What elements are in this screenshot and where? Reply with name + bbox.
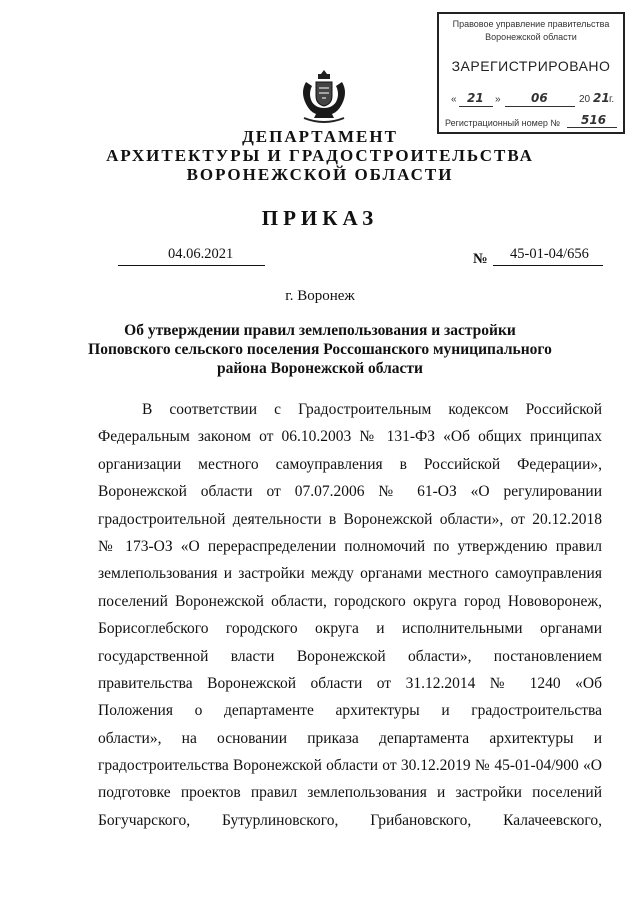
date-underline — [118, 265, 265, 266]
stamp-date-day: 21 — [467, 91, 484, 105]
body-line: области», на основании приказа департамента архитектуры и — [98, 729, 602, 747]
stamp-registered-label: ЗАРЕГИСТРИРОВАНО — [451, 58, 611, 74]
body-line: Положения о департаменте архитектуры и градостроительства — [98, 702, 602, 720]
stamp-number-label: Регистрационный номер № — [445, 118, 561, 128]
stamp-authority-line: Правовое управление правительства — [452, 19, 610, 29]
document-number: 45-01-04/656 — [510, 246, 589, 262]
body-line: землепользования и застройки между органами местного самоуправления — [98, 565, 602, 583]
document-title: ПРИКАЗ — [261, 206, 379, 230]
body-line: № 173-ОЗ «О перераспределении полномочий по утверждению правил — [98, 537, 602, 555]
body-line: Богучарского, Бутурлиновского, Грибановского, Калачеевского, — [98, 811, 602, 829]
subject-line-2: Поповского сельского поселения Россошанского муниципального — [88, 341, 552, 358]
body-line: градостроительной деятельности в Воронежской области», от 20.12.2018 — [98, 510, 602, 528]
subject-line-1: Об утверждении правил землепользования и застройки — [124, 322, 516, 339]
body-line: Воронежской области от 07.07.2006 № 61-ОЗ «О регулировании — [98, 483, 602, 501]
body-line: подготовке проектов правил землепользования и застройки поселений — [98, 784, 602, 802]
body-line: правительства Воронежской области от 31.12.2014 № 1240 «Об — [98, 674, 602, 692]
stamp-date-month: 06 — [531, 91, 548, 105]
document-body — [98, 396, 602, 834]
stamp-region-line: Воронежской области — [485, 32, 577, 42]
stamp-date-year-suffix: 21 — [593, 91, 610, 105]
body-line: Федеральным законом от 06.10.2003 № 131-ФЗ «Об общих принципах — [98, 428, 602, 446]
body-line: организации местного самоуправления в Российской Федерации», — [98, 455, 602, 473]
registration-stamp — [437, 12, 625, 134]
document-city: г. Воронеж — [285, 288, 355, 304]
department-title-line-2: АРХИТЕКТУРЫ И ГРАДОСТРОИТЕЛЬСТВА — [106, 146, 534, 165]
body-line: Борисоглебского городского округа и исполнительными органами — [98, 620, 602, 638]
document-date: 04.06.2021 — [168, 246, 234, 262]
stamp-date-year-prefix: 20 — [579, 94, 591, 105]
department-title-line-1: ДЕПАРТАМЕНТ — [242, 127, 398, 146]
stamp-number-value: 516 — [581, 113, 607, 127]
subject-line-3: района Воронежской области — [217, 360, 423, 377]
department-title-line-3: ВОРОНЕЖСКОЙ ОБЛАСТИ — [186, 165, 454, 184]
body-line: градостроительства Воронежской области от 30.12.2019 № 45-01-04/900 «О — [98, 757, 602, 775]
body-line: поселений Воронежской области, городского округа город Нововоронеж, — [98, 592, 602, 610]
coat-of-arms-icon — [300, 68, 348, 124]
number-sign: № — [473, 251, 488, 267]
body-line: В соответствии с Градостроительным кодексом Российской — [142, 401, 602, 418]
number-underline — [493, 265, 603, 266]
stamp-date: « 21 » 06 20 21 г. — [451, 91, 615, 105]
body-line: государственной власти Воронежской области», постановлением — [98, 647, 602, 665]
